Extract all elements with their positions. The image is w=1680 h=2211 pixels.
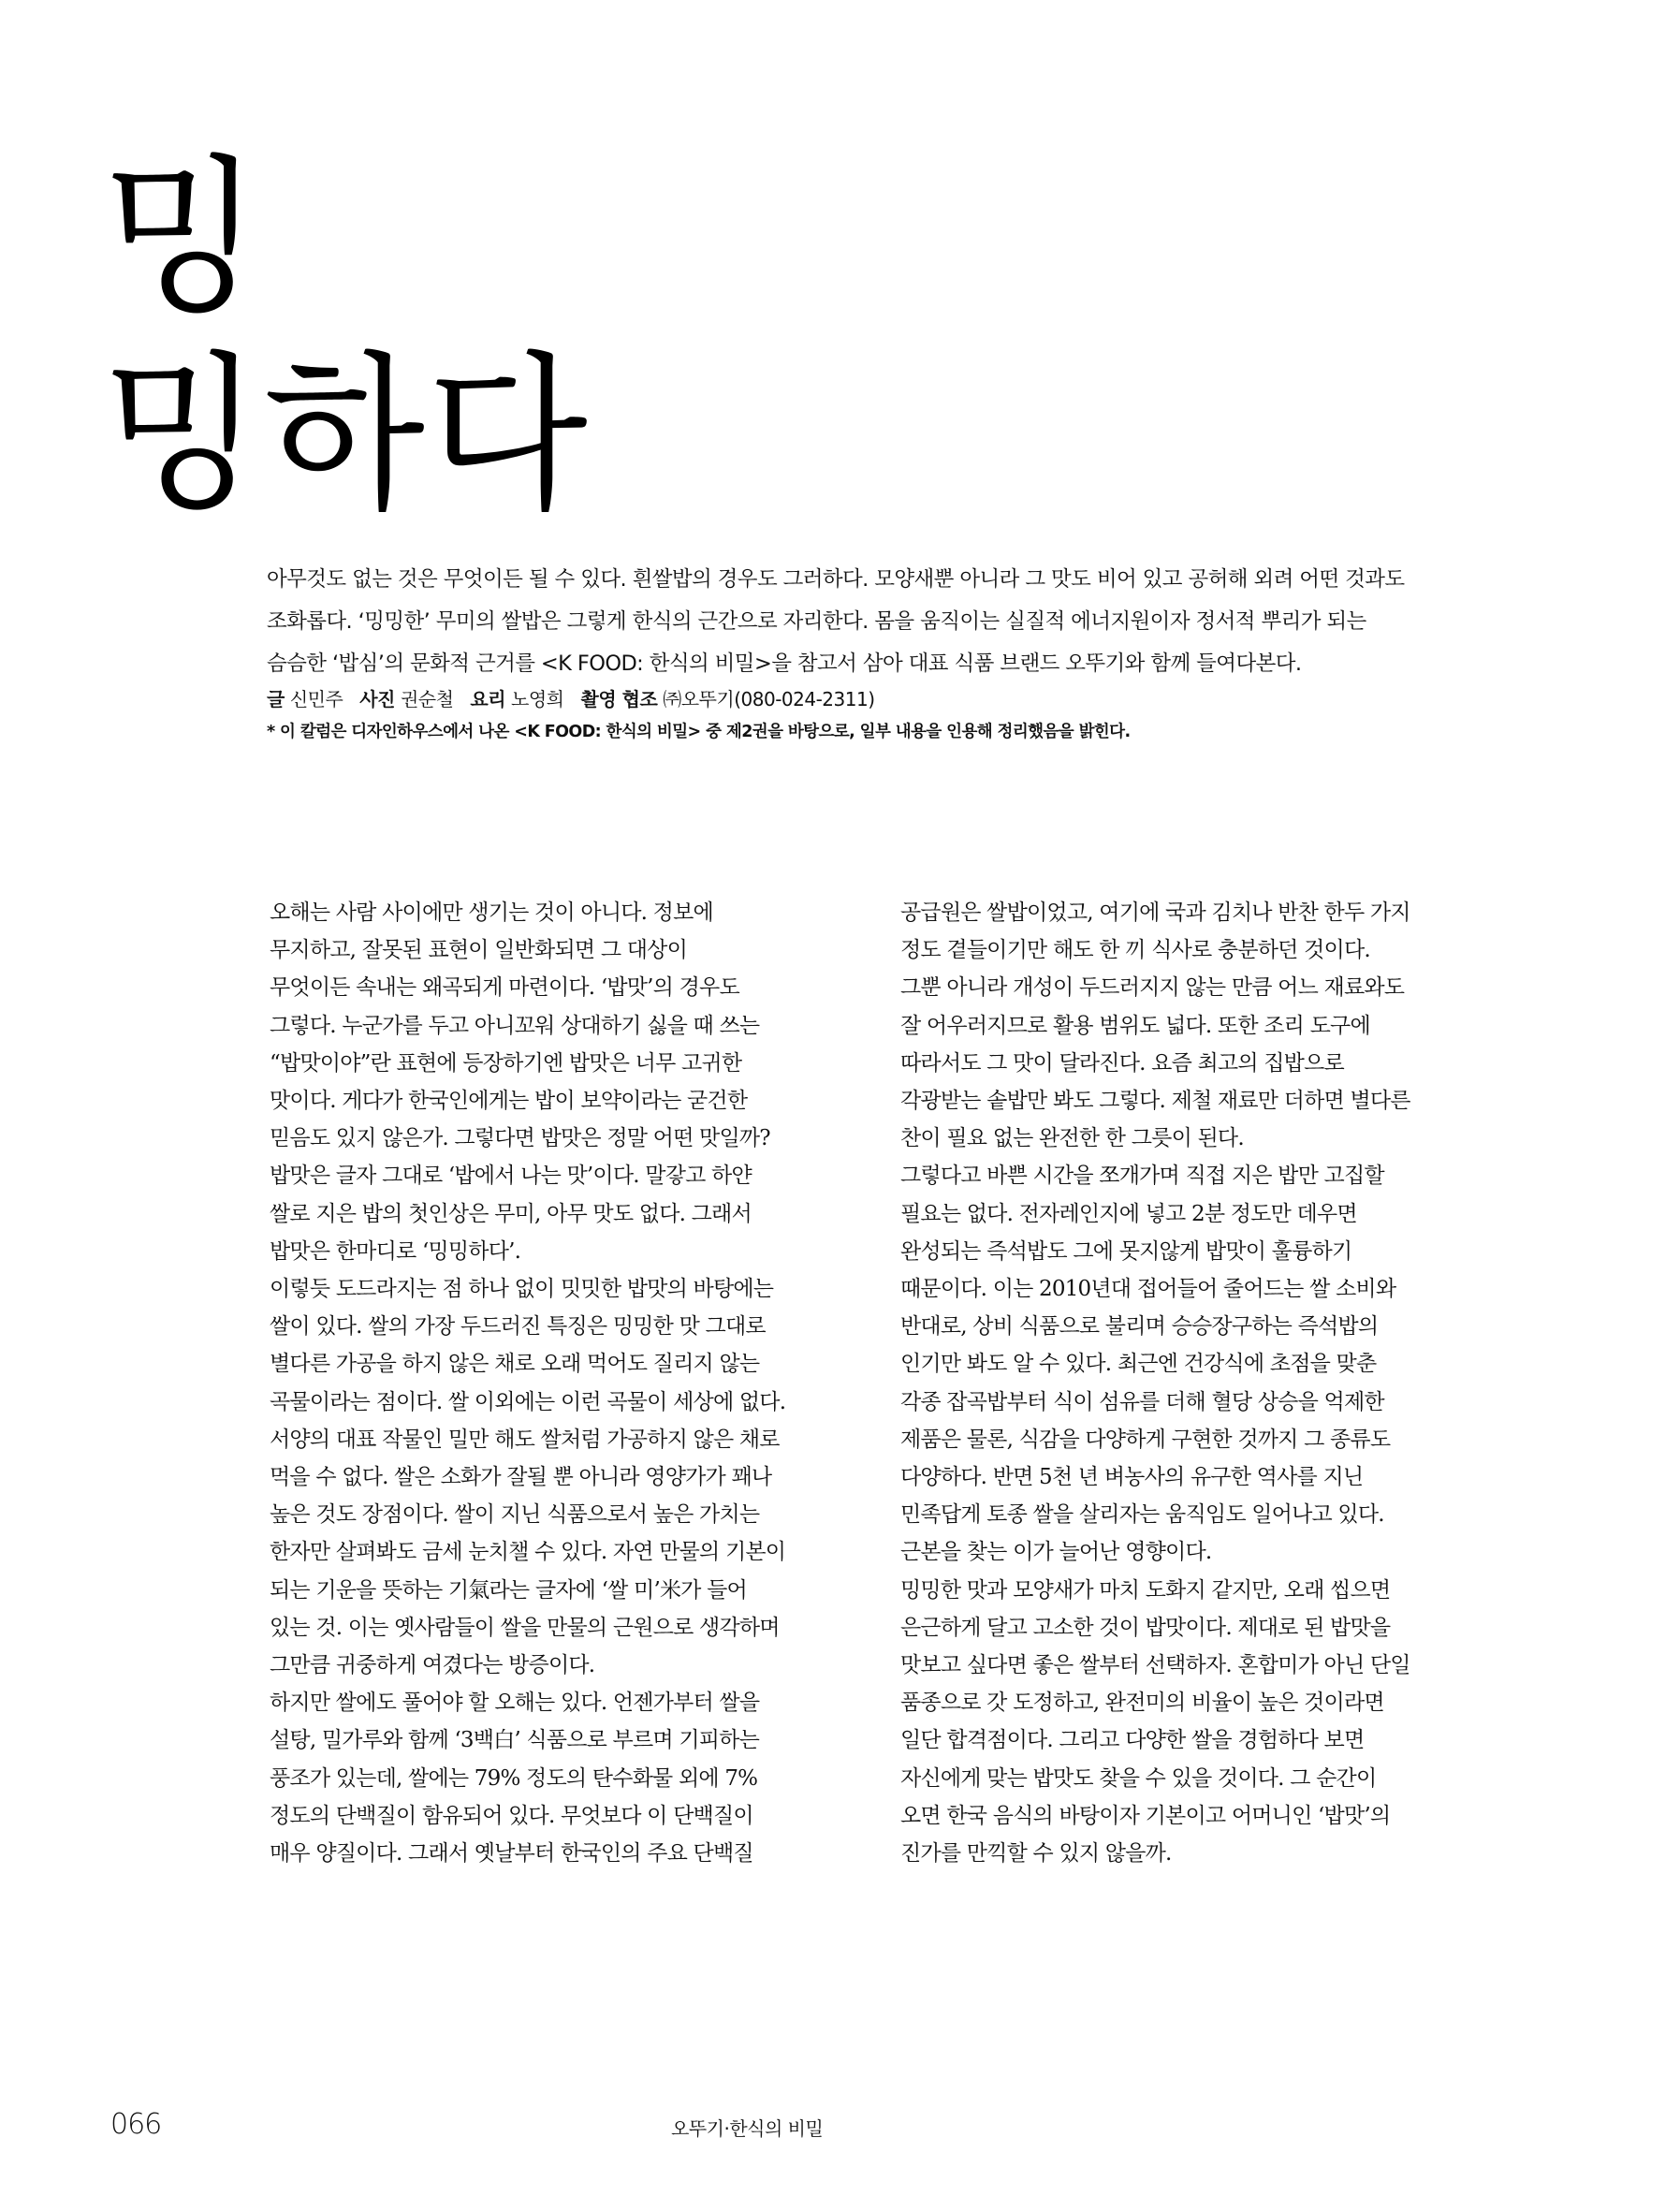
body-line: 설탕, 밀가루와 함께 ‘3백白’ 식품으로 부르며 기피하는 xyxy=(270,1728,759,1753)
body-line: 믿음도 있지 않은가. 그렇다면 밥맛은 정말 어떤 맛일까? xyxy=(270,1126,770,1151)
body-line: 되는 기운을 뜻하는 기氣라는 글자에 ‘쌀 미’米가 들어 xyxy=(270,1577,747,1603)
body-line: 밍밍한 맛과 모양새가 마치 도화지 같지만, 오래 씹으면 xyxy=(900,1577,1391,1603)
body-line: 일단 합격점이다. 그리고 다양한 쌀을 경험하다 보면 xyxy=(900,1728,1365,1753)
body-line: 오면 한국 음식의 바탕이자 기본이고 어머니인 ‘밥맛’의 xyxy=(900,1803,1391,1828)
body-line: 쌀로 지은 밥의 첫인상은 무미, 아무 맛도 없다. 그래서 xyxy=(270,1201,752,1226)
body-line: 정도 곁들이기만 해도 한 끼 식사로 충분하던 것이다. xyxy=(900,938,1370,963)
credit-role-photo: 사진 xyxy=(359,688,395,710)
body-line: 따라서도 그 맛이 달라진다. 요즘 최고의 집밥으로 xyxy=(900,1050,1344,1076)
body-line: 은근하게 달고 고소한 것이 밥맛이다. 제대로 된 밥맛을 xyxy=(900,1615,1391,1640)
body-line: 이렇듯 도드라지는 점 하나 없이 밋밋한 밥맛의 바탕에는 xyxy=(270,1277,774,1302)
body-line: 때문이다. 이는 2010년대 접어들어 줄어드는 쌀 소비와 xyxy=(900,1277,1396,1302)
body-line: 별다른 가공을 하지 않은 채로 오래 먹어도 질리지 않는 xyxy=(270,1352,760,1377)
body-line: 매우 양질이다. 그래서 옛날부터 한국인의 주요 단백질 xyxy=(270,1841,753,1867)
body-line: 진가를 만끽할 수 있지 않을까. xyxy=(900,1841,1172,1867)
body-line: 필요는 없다. 전자레인지에 넣고 2분 정도만 데우면 xyxy=(900,1201,1357,1226)
body-line: 민족답게 토종 쌀을 살리자는 움직임도 일어나고 있다. xyxy=(900,1502,1384,1528)
body-line: 잘 어우러지므로 활용 범위도 넓다. 또한 조리 도구에 xyxy=(900,1013,1370,1038)
source-note: * 이 칼럼은 디자인하우스에서 나온 <K FOOD: 한식의 비밀> 중 제2권을 바탕으로, 일부 내용을 인용해 정리했음을 밝힌다. xyxy=(267,723,1131,741)
body-line: 한자만 살펴봐도 금세 눈치챌 수 있다. 자연 만물의 기본이 xyxy=(270,1540,786,1565)
body-line: 맛보고 싶다면 좋은 쌀부터 선택하자. 혼합미가 아닌 단일 xyxy=(900,1653,1410,1678)
body-line: 다양하다. 반면 5천 년 벼농사의 유구한 역사를 지닌 xyxy=(900,1465,1364,1490)
lede-line: 아무것도 없는 것은 무엇이든 될 수 있다. 흰쌀밥의 경우도 그러하다. 모양새뿐 아니라 그 맛도 비어 있고 공허해 외려 어떤 것과도 xyxy=(267,567,1405,592)
body-line: 정도의 단백질이 함유되어 있다. 무엇보다 이 단백질이 xyxy=(270,1803,753,1828)
body-line: 그만큼 귀중하게 여겼다는 방증이다. xyxy=(270,1653,595,1678)
body-line: “밥맛이야”란 표현에 등장하기엔 밥맛은 너무 고귀한 xyxy=(270,1050,742,1076)
body-line: 하지만 쌀에도 풀어야 할 오해는 있다. 언젠가부터 쌀을 xyxy=(270,1691,760,1716)
body-column-left xyxy=(270,894,869,1872)
body-line: 서양의 대표 작물인 밀만 해도 쌀처럼 가공하지 않은 채로 xyxy=(270,1427,780,1452)
body-line: 각광받는 솥밥만 봐도 그렇다. 제철 재료만 더하면 별다른 xyxy=(900,1089,1410,1114)
credit-role-support: 촬영 협조 xyxy=(580,688,658,710)
body-line: 곡물이라는 점이다. 쌀 이외에는 이런 곡물이 세상에 없다. xyxy=(270,1389,786,1414)
credit-writer: 신민주 xyxy=(289,688,343,710)
body-line: 찬이 필요 없는 완전한 한 그릇이 된다. xyxy=(900,1126,1244,1151)
body-line: 높은 것도 장점이다. 쌀이 지닌 식품으로서 높은 가치는 xyxy=(270,1502,760,1528)
body-line: 풍조가 있는데, 쌀에는 79% 정도의 탄수화물 외에 7% xyxy=(270,1765,758,1791)
body-line: 자신에게 맞는 밥맛도 찾을 수 있을 것이다. 그 순간이 xyxy=(900,1765,1377,1791)
lede-paragraph xyxy=(267,559,1512,685)
body-line: 무지하고, 잘못된 표현이 일반화되면 그 대상이 xyxy=(270,938,688,963)
body-line: 근본을 찾는 이가 늘어난 영향이다. xyxy=(900,1540,1212,1565)
article-title xyxy=(101,140,590,534)
body-line: 제품은 물론, 식감을 다양하게 구현한 것까지 그 종류도 xyxy=(900,1427,1391,1452)
body-line: 쌀이 있다. 쌀의 가장 두드러진 특징은 밍밍한 맛 그대로 xyxy=(270,1314,766,1340)
credit-support: ㈜오뚜기(080-024-2311) xyxy=(663,688,875,710)
body-line: 맛이다. 게다가 한국인에게는 밥이 보약이라는 굳건한 xyxy=(270,1089,748,1114)
body-line: 오해는 사람 사이에만 생기는 것이 아니다. 정보에 xyxy=(270,901,713,925)
body-line: 있는 것. 이는 옛사람들이 쌀을 만물의 근원으로 생각하며 xyxy=(270,1615,780,1640)
body-line: 그뿐 아니라 개성이 두드러지지 않는 만큼 어느 재료와도 xyxy=(900,975,1405,1001)
body-line: 완성되는 즉석밥도 그에 못지않게 밥맛이 훌륭하기 xyxy=(900,1238,1352,1264)
body-line: 품종으로 갓 도정하고, 완전미의 비율이 높은 것이라면 xyxy=(900,1691,1384,1716)
body-line: 공급원은 쌀밥이었고, 여기에 국과 김치나 반찬 한두 가지 xyxy=(900,901,1410,925)
page-number: 066 xyxy=(110,2108,162,2141)
body-line: 각종 잡곡밥부터 식이 섬유를 더해 혈당 상승을 억제한 xyxy=(900,1389,1384,1414)
credit-role-cook: 요리 xyxy=(470,688,506,710)
body-line: 반대로, 상비 식품으로 불리며 승승장구하는 즉석밥의 xyxy=(900,1314,1379,1340)
body-line: 그렇다고 바쁜 시간을 쪼개가며 직접 지은 밥만 고집할 xyxy=(900,1164,1384,1189)
body-line: 밥맛은 한마디로 ‘밍밍하다’. xyxy=(270,1238,521,1264)
running-title: 오뚜기·한식의 비밀 xyxy=(671,2117,824,2140)
article-title-line-2: 밍하다 xyxy=(101,336,590,534)
credit-photo: 권순철 xyxy=(400,688,454,710)
body-column-right xyxy=(900,894,1499,1872)
credit-cook: 노영희 xyxy=(511,688,564,710)
body-line: 먹을 수 없다. 쌀은 소화가 잘될 뿐 아니라 영양가가 꽤나 xyxy=(270,1465,772,1490)
body-line: 인기만 봐도 알 수 있다. 최근엔 건강식에 초점을 맞춘 xyxy=(900,1352,1377,1377)
body-line: 무엇이든 속내는 왜곡되게 마련이다. ‘밥맛’의 경우도 xyxy=(270,975,739,1001)
body-line: 밥맛은 글자 그대로 ‘밥에서 나는 맛’이다. 말갛고 하얀 xyxy=(270,1164,752,1189)
body-line: 그렇다. 누군가를 두고 아니꼬워 상대하기 싫을 때 쓰는 xyxy=(270,1013,760,1038)
credits-line xyxy=(267,686,875,712)
credit-role-writer: 글 xyxy=(267,688,285,710)
lede-line: 조화롭다. ‘밍밍한’ 무미의 쌀밥은 그렇게 한식의 근간으로 자리한다. 몸을 움직이는 실질적 에너지원이자 정서적 뿌리가 되는 xyxy=(267,609,1366,634)
lede-line: 슴슴한 ‘밥심’의 문화적 근거를 <K FOOD: 한식의 비밀>을 참고서 삼아 대표 식품 브랜드 오뚜기와 함께 들여다본다. xyxy=(267,652,1302,676)
article-title-line-1: 밍 xyxy=(101,139,264,338)
